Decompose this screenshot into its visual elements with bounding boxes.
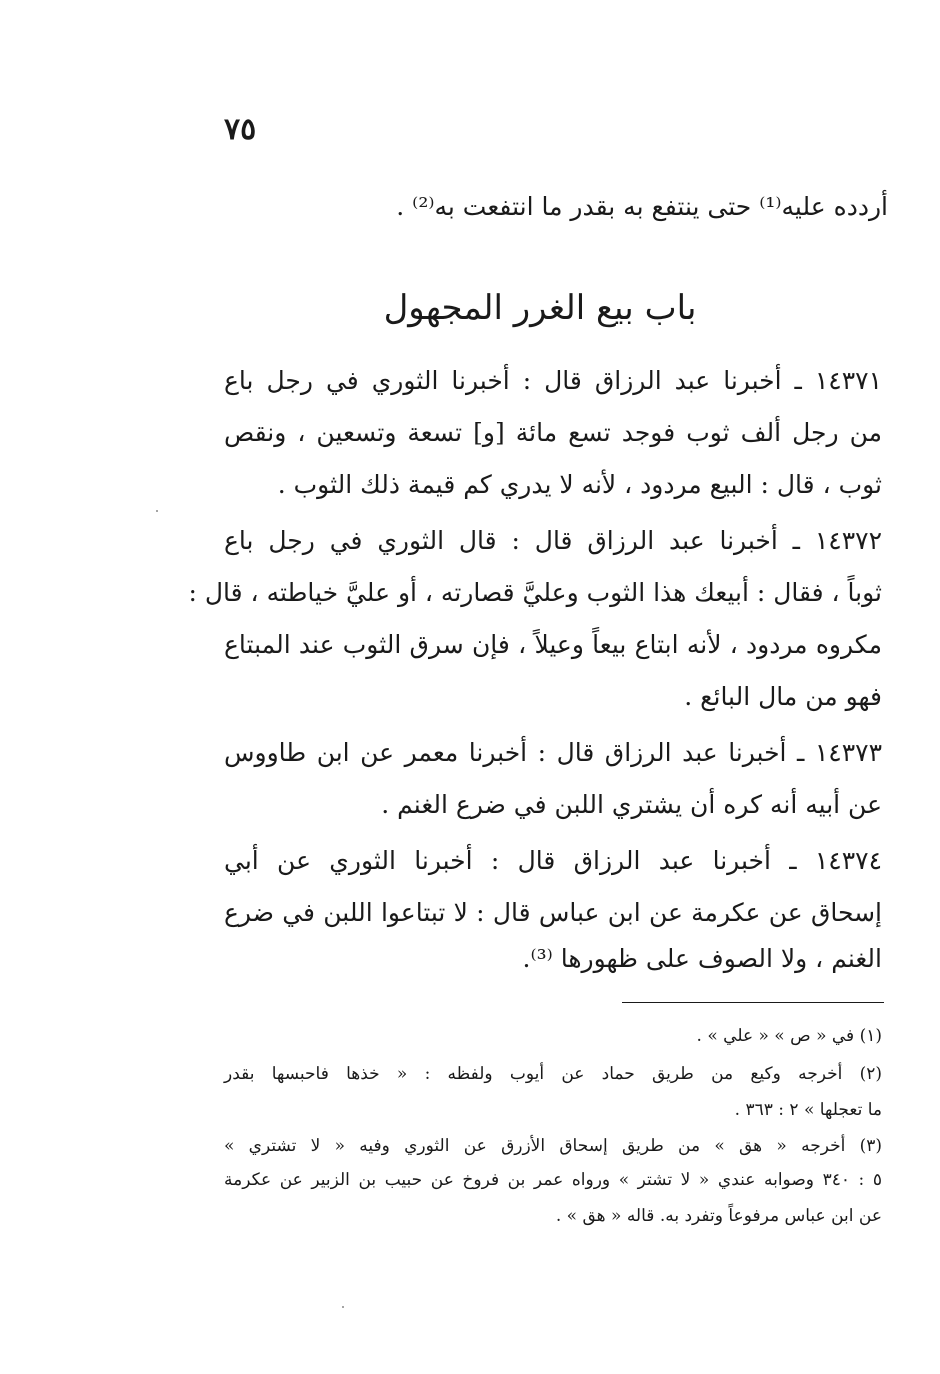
hadith-line: من رجل ألف ثوب فوجد تسع مائة [و] تسعة وتسعين ، ونقص [224,418,882,447]
hadith-line: مكروه مردود ، لأنه ابتاع بيعاً وعيلاً ، فإن سرق الثوب عند المبتاع [224,630,882,659]
hadith-line: الغنم ، ولا الصوف على ظهورها ⁽³⁾. [522,944,882,973]
footnote-line: (٢) أخرجه وكيع من طريق حماد عن أيوب ولفظه : « خذها فاحبسها بقدر [224,1064,882,1084]
footnote-line: عن ابن عباس مرفوعاً وتفرد به. قاله « هق » . [555,1206,882,1226]
hadith-line: ١٤٣٧١ ـ أخبرنا عبد الرزاق قال : أخبرنا الثوري في رجل باع [224,366,882,395]
footnote-line: (٣) أخرجه « هق » من طريق إسحاق الأزرق عن الثوري وفيه « لا تشتري » [224,1136,882,1156]
page-number: ٧٥ [224,112,257,147]
hadith-line: إسحاق عن عكرمة عن ابن عباس قال : لا تبتاعوا اللبن في ضرع [224,898,882,927]
hadith-line: ثوب ، قال : البيع مردود ، لأنه لا يدري كم قيمة ذلك الثوب . [277,470,882,499]
footnote-line: ما تعجلها » ٢ : ٣٦٣ . [734,1100,882,1120]
footnote-line: (١) في « ص » « علي » . [696,1026,882,1046]
hadith-line: ١٤٣٧٢ ـ أخبرنا عبد الرزاق قال : قال الثوري في رجل باع [224,526,882,555]
footnote-line: ٥ : ٣٤٠ وصوابه عندي « لا تشتر » ورواه عمر بن فروخ عن حبيب بن الزبير عن عكرمة [224,1170,882,1190]
section-title: باب بيع الغرر المجهول [383,288,697,328]
hadith-line: فهو من مال البائع . [684,682,882,711]
hadith-line: ثوباً ، فقال : أبيعك هذا الثوب وعليَّ قصارته ، أو عليَّ خياطته ، قال : [188,578,882,607]
footnote-separator [622,1002,884,1003]
hadith-line: ١٤٣٧٤ ـ أخبرنا عبد الرزاق قال : أخبرنا الثوري عن أبي [224,846,882,875]
scan-speck [342,1306,344,1308]
scan-speck [156,510,158,512]
intro-line: أردده عليه⁽¹⁾ حتى ينتفع به بقدر ما انتفعت به⁽²⁾ . [396,192,888,221]
hadith-line: ١٤٣٧٣ ـ أخبرنا عبد الرزاق قال : أخبرنا معمر عن ابن طاووس [224,738,882,767]
hadith-line: عن أبيه أنه كره أن يشتري اللبن في ضرع الغنم . [381,790,882,819]
